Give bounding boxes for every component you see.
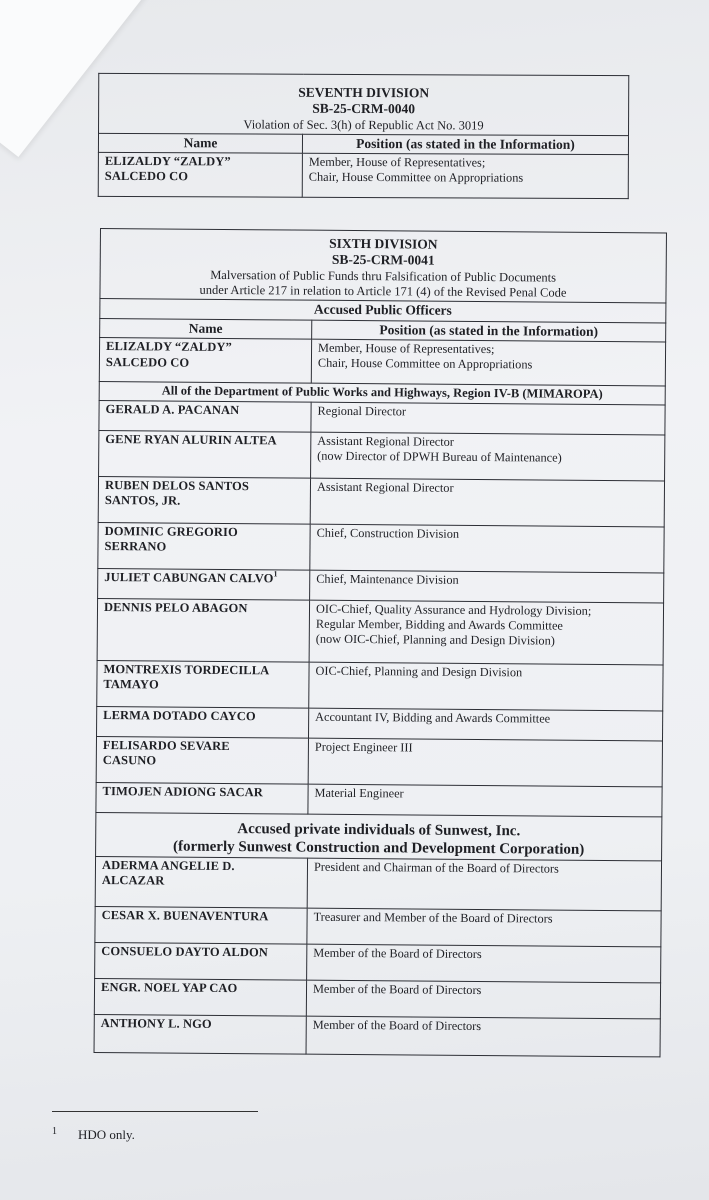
table-row-position [308,784,662,817]
table-row [97,598,663,664]
name-line: ALCAZAR [101,873,165,888]
name-line: SANTOS, JR. [104,492,181,508]
seventh-division-table [98,73,630,199]
name-line: ENGR. NOEL YAP CAO [100,980,238,996]
position-line: Member of the Board of Directors [312,1017,482,1034]
position-line: Chief, Construction Division [316,525,460,541]
table-row [97,660,663,710]
seventh-col-name: Name [98,134,302,153]
table-row [95,907,661,947]
table-row-name [98,152,302,197]
table-row-position [311,432,665,481]
table-row-position [308,738,662,787]
name-line: RUBEN DELOS SANTOS [104,477,250,493]
name-line: TAMAYO [103,676,159,692]
footnote-divider [52,1111,258,1112]
position-line: Material Engineer [314,785,404,801]
name-line: ANTHONY L. NGO [100,1016,212,1032]
sixth-offense-line1: Malversation of Public Funds thru Falsification of Public Documents [210,267,557,285]
name-line [104,570,303,587]
seventh-col-position: Position (as stated in the Information) [302,134,628,154]
name-line: GENE RYAN ALURIN ALTEA [105,431,277,448]
table-row-position [307,858,661,911]
table-row-position [311,340,665,387]
table-row-position [307,944,661,983]
position-line: Regular Member, Bidding and Awards Committee [315,616,563,633]
position-line: Member of the Board of Directors [312,981,482,998]
name-line: CONSUELO DAYTO ALDON [101,944,268,960]
sixth-col-position: Position (as stated in the Information) [312,320,666,342]
table-row-name [99,338,311,384]
table-row-name [99,400,311,432]
position-line: Accountant IV, Bidding and Awards Committee [315,709,551,726]
private-heading-line2: (formerly Sunwest Construction and Development Corporation) [172,838,585,858]
table-row [99,400,665,434]
name-line: ELIZALDY “ZALDY” [104,153,231,169]
position-line: Chair, House Committee on Appropriations [317,356,533,372]
sixth-division-title: SIXTH DIVISION [329,235,438,252]
table-row [98,568,664,602]
private-rows [94,857,662,1057]
position-line: Assistant Regional Director [317,433,454,449]
name-line: ADERMA ANGELIE D. [101,858,235,874]
table-row-name [97,660,309,708]
name-line: DOMINIC GREGORIO [104,523,238,539]
table-row [98,522,664,572]
seventh-violation: Violation of Sec. 3(h) of Republic Act No. 3019 [243,117,484,133]
table-row-position [302,153,628,198]
position-line: Chief, Maintenance Division [316,571,459,587]
table-row-position [311,402,665,435]
sixth-case-number: SB-25-CRM-0041 [331,252,435,269]
officers-heading: Accused Public Officers [100,299,666,323]
name-line: MONTREXIS TORDECILLA [103,661,270,677]
position-line: Assistant Regional Director [316,479,454,495]
position-line: Member, House of Representatives; [318,341,495,357]
table-row-name [97,598,309,662]
table-row-name [95,907,307,945]
name-line: DENNIS PELO ABAGON [103,599,248,615]
table-row [99,430,665,480]
footnote-text: HDO only. [78,1127,135,1142]
table-row-position [310,524,664,573]
name-line: LERMA DOTADO CAYCO [103,707,256,723]
table-row-name [97,706,309,738]
sixth-offense-line2: under Article 217 in relation to Article 171 (4) of the Revised Penal Code [199,282,567,300]
private-heading [96,812,662,861]
table-row-position [309,600,663,665]
table-row-name [99,430,311,478]
position-line: Chair, House Committee on Appropriations [308,169,524,185]
name-line: CASUNO [102,752,157,768]
private-heading-line1: Accused private individuals of Sunwest, Inc. [237,820,521,839]
table-row-name [98,568,310,600]
sixth-division-table [94,228,667,1058]
table-row [95,857,661,911]
position-line: OIC-Chief, Quality Assurance and Hydrology Division; [315,601,592,618]
table-row-position [307,908,661,947]
table-row-name [98,476,310,524]
table-row-name [95,857,307,909]
table-row [96,782,662,816]
table-row [95,943,661,983]
table-row-name [94,979,306,1017]
name-line: CESAR X. BUENAVENTURA [101,908,269,924]
footnote-reference: 1 [273,568,278,579]
seventh-case-number: SB-25-CRM-0040 [312,101,416,117]
table-row-position [309,662,663,711]
table-row-position [309,708,663,741]
table-row [94,1015,660,1057]
position-line: Project Engineer III [314,739,413,755]
dpwh-rows [96,400,665,816]
name-line: SALCEDO CO [104,168,189,184]
table-row-name [96,782,308,814]
table-row [96,736,662,786]
table-row [98,476,664,526]
seventh-division-title: SEVENTH DIVISION [298,84,430,101]
table-row-position [310,570,664,603]
table-row-name [94,1015,306,1055]
table-row-position [306,980,660,1019]
table-row-position [306,1016,660,1057]
table-row-name [95,943,307,981]
position-line: Member, House of Representatives; [308,154,486,170]
position-line: (now OIC-Chief, Planning and Design Division) [315,631,555,648]
table-row-position [310,478,664,527]
position-line: (now Director of DPWH Bureau of Maintenance) [317,448,562,465]
name-line: GERALD A. PACANAN [105,401,240,417]
table-row-name [98,522,310,570]
name-line: TIMOJEN ADIONG SACAR [102,783,263,799]
position-line: President and Chairman of the Board of Directors [313,859,559,876]
dpwh-heading: All of the Department of Public Works and Highways, Region IV-B (MIMAROPA) [99,382,665,405]
table-row [97,706,663,740]
name-line: ELIZALDY “ZALDY” [106,339,232,355]
footnote-mark: 1 [52,1126,57,1137]
position-line: Member of the Board of Directors [313,945,482,962]
position-line: OIC-Chief, Planning and Design Division [315,663,523,679]
position-line: Treasurer and Member of the Board of Directors [313,909,553,926]
name-text: JULIET CABUNGAN CALVO [104,569,274,585]
name-line: FELISARDO SEVARE [102,737,230,753]
table-row-name [96,736,308,784]
sixth-col-name: Name [100,318,312,339]
position-line: Regional Director [317,403,407,419]
name-line: SALCEDO CO [105,354,190,370]
table-row [94,979,660,1019]
name-line: SERRANO [104,538,167,554]
